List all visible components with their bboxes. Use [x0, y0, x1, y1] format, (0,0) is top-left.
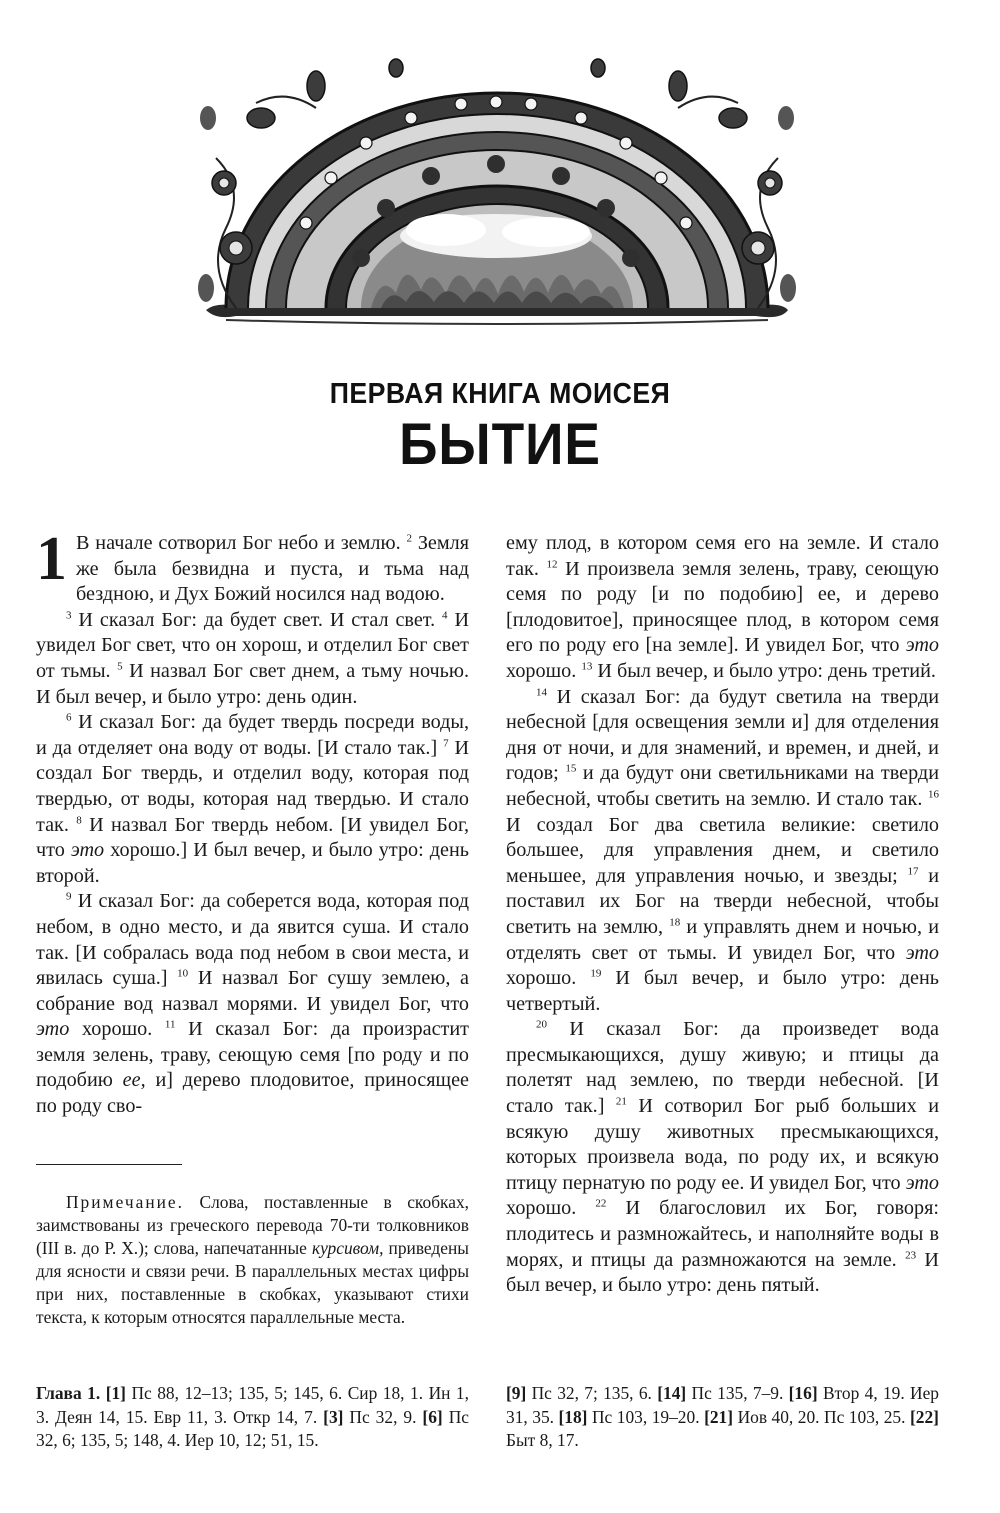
- verse-number: 2: [406, 532, 412, 545]
- note-text: приведены для ясности и связи речи. В параллельных местах цифры при них, поставленные в скобках, указывают стихи текста, к которым относятся параллельные места.: [36, 1238, 469, 1328]
- verse-number: 7: [443, 737, 449, 750]
- chapter-number: 1: [36, 525, 67, 593]
- paragraph: [36, 889, 469, 1119]
- verse-number: 8: [76, 813, 82, 826]
- footnote-divider: [36, 1164, 182, 1165]
- ref-text: Пс 32, 9.: [349, 1406, 417, 1427]
- ref-text: Пс 135, 7–9.: [691, 1383, 784, 1404]
- ref-text: Втор 4, 19. Иер 31, 35.: [506, 1383, 940, 1427]
- verse-number: 17: [907, 864, 919, 877]
- verse-text: И создал Бог твердь, и отделил воду, которая под твердью, от воды, которая над твердью. И стало так.: [36, 736, 470, 836]
- italic-word: это: [36, 1018, 70, 1041]
- verse-text: И назвал Бог свет днем, а тьму ночью. И был вечер, и было утро: день один.: [36, 659, 470, 708]
- verse-number: 16: [928, 788, 939, 801]
- verse-text: и да будут они светильниками на тверди небесной, чтобы светить на землю. И стало так.: [506, 762, 940, 810]
- verse-text: И назвал Бог сушу землею, а собрание вод назвал морями. И увидел Бог, что: [36, 967, 470, 1015]
- verse-text: И назвал Бог твердь небом. [И увидел Бог, что: [36, 813, 470, 862]
- verse-number: 22: [595, 1197, 607, 1210]
- ref-key: [6]: [422, 1406, 443, 1427]
- italic-word: это: [70, 839, 105, 862]
- ref-key: [16]: [788, 1383, 818, 1404]
- verse-text: И сказал Бог: да соберется вода, которая под небом, в одно место, и да явится суша. И стало так. [И собралась вода под небом в свои места, и явилась суша.]: [36, 890, 469, 990]
- verse-text: И сказал Бог: да будут светила на тверди небесной [для освещения земли и] для отделения дня от ночи, и для знамений, и времен, и дней, и годов;: [506, 685, 940, 785]
- ref-key: [9]: [506, 1383, 527, 1404]
- note-label: Примечание.: [66, 1192, 184, 1213]
- verse-number: 21: [615, 1095, 627, 1108]
- verse-number: 3: [66, 609, 72, 622]
- verse-number: 5: [117, 660, 123, 673]
- ref-text: Пс 103, 19–20.: [592, 1406, 700, 1427]
- verse-number: 18: [669, 916, 681, 929]
- ref-text: Пс 32, 6; 135, 5; 148, 4. Иер 10, 12; 51, 15.: [36, 1406, 469, 1451]
- chapter-label: Глава 1.: [36, 1383, 101, 1404]
- verse-text: И благословил их Бог, говоря: плодитесь и размножайтесь, и наполняйте воды в морях, и птицы да размножаются на земле.: [506, 1197, 940, 1271]
- verse-text: И увидел Бог свет, что он хорош, и отделил Бог свет от тьмы.: [36, 608, 470, 682]
- verse-text: хорошо.: [506, 1197, 577, 1220]
- verse-text: Земля же была безвидна и пуста, и тьма над бездною, и Дух Божий носился над водою.: [76, 532, 470, 606]
- verse-text: И создал Бог два светила великие: светило большее, для управления днем, и светило меньшее, для управления ночью, и звезды;: [506, 813, 939, 887]
- verse-number: 19: [590, 967, 602, 980]
- note-text: Слова, поставленные в скобках, заимствованы из греческого перевода 70-ти толковников (III в. до Р. Х.); слова, напечатанные: [36, 1192, 469, 1259]
- verse-text: хорошо.] И был вечер, и было утро: день второй.: [36, 839, 470, 887]
- italic-word: ее,: [122, 1069, 146, 1092]
- verse-number: 12: [546, 557, 558, 570]
- ref-text: Пс 88, 12–13; 135, 5; 145, 6. Сир 18, 1. Ин 1, 3. Деян 14, 15. Евр 11, 3. Откр 14, 7.: [36, 1383, 469, 1427]
- verse-text: И был вечер, и было утро: день четвертый.: [506, 967, 940, 1015]
- verse-text: И сказал Бог: да будет твердь посреди воды, и да отделяет она воду от воды. [И стало так.]: [36, 711, 469, 759]
- ref-key: [18]: [558, 1406, 588, 1427]
- verse-number: 14: [536, 685, 547, 698]
- verse-number: 13: [581, 660, 593, 673]
- ref-text: Иов 40, 20. Пс 103, 25.: [737, 1406, 906, 1427]
- verse-text: хорошо.: [506, 967, 577, 990]
- verse-text: И был вечер, и было утро: день пятый.: [506, 1248, 940, 1297]
- parallel-references-right: [506, 1382, 939, 1453]
- italic-word: это: [905, 1171, 939, 1194]
- verse-text: хорошо.: [506, 659, 577, 682]
- verse-number: 6: [66, 711, 72, 724]
- verse-number: 4: [442, 609, 448, 622]
- ref-key: [14]: [657, 1383, 687, 1404]
- verse-text: И был вечер, и было утро: день третий.: [597, 659, 936, 682]
- italic-word: это: [905, 941, 939, 964]
- paragraph: [506, 685, 939, 1018]
- verse-text: И сказал Бог: да произрастит земля зелень, траву, сеющую семя [по роду и по подобию: [36, 1018, 470, 1092]
- ornamental-headpiece-icon: [196, 58, 798, 338]
- verse-number: 11: [164, 1018, 176, 1031]
- paragraph: [36, 710, 469, 889]
- book-title: БЫТИЕ: [399, 412, 601, 477]
- verse-text: и] дерево плодовитое, приносящее по роду сво-: [36, 1069, 470, 1118]
- paragraph: [506, 1017, 939, 1299]
- verse-number: 23: [905, 1248, 917, 1261]
- verse-number: 20: [536, 1018, 547, 1031]
- paragraph: [506, 531, 939, 685]
- ref-key: [22]: [910, 1406, 939, 1427]
- verse-number: 9: [66, 890, 72, 903]
- verse-text: и управлять днем и ночью, и отделять свет от тьмы. И увидел Бог, что: [506, 915, 940, 964]
- verse-text: и поставил их Бог на тверди небесной, чтобы светить на землю,: [506, 864, 940, 938]
- verse-number: 15: [565, 762, 577, 775]
- paragraph: [36, 525, 470, 608]
- verse-text: И произвела земля зелень, траву, сеющую семя по роду [и по подобию] ее, и дерево [плодовитое], приносящее плод, в котором семя его по роду его [на земле]. И увидел Бог, что: [506, 557, 940, 657]
- ref-key: [3]: [323, 1406, 344, 1427]
- book-subtitle: ПЕРВАЯ КНИГА МОИСЕЯ: [329, 378, 671, 410]
- italic-word: курсивом,: [311, 1238, 384, 1259]
- ref-text: Быт 8, 17.: [506, 1430, 579, 1451]
- footnote-note: [36, 1191, 469, 1329]
- verse-text: ему плод, в котором семя его на земле. И стало так.: [506, 532, 939, 580]
- ref-key: [1]: [105, 1383, 126, 1404]
- italic-word: это: [905, 634, 939, 657]
- verse-text: И сказал Бог: да произведет вода пресмыкающихся, душу живую; и птицы да полетят над землею, по тверди небесной. [И стало так.]: [506, 1018, 940, 1118]
- verse-text: И сказал Бог: да будет свет. И стал свет.: [78, 608, 436, 631]
- ref-text: Пс 32, 7; 135, 6.: [531, 1383, 652, 1404]
- text-column-left: [36, 525, 470, 1120]
- verse-text: В начале сотворил Бог небо и землю.: [76, 532, 401, 554]
- title-block: [0, 378, 1000, 478]
- paragraph: [36, 608, 469, 710]
- text-column-right: [506, 531, 939, 1299]
- parallel-references-left: [36, 1382, 469, 1453]
- verse-text: хорошо.: [81, 1018, 153, 1041]
- verse-number: 10: [177, 967, 189, 980]
- ref-key: [21]: [704, 1406, 734, 1427]
- verse-text: И сотворил Бог рыб больших и всякую душу животных пресмыкающихся, которых произвела вода, по роду их, и всякую птицу пернатую по роду ее. И увидел Бог, что: [506, 1095, 939, 1194]
